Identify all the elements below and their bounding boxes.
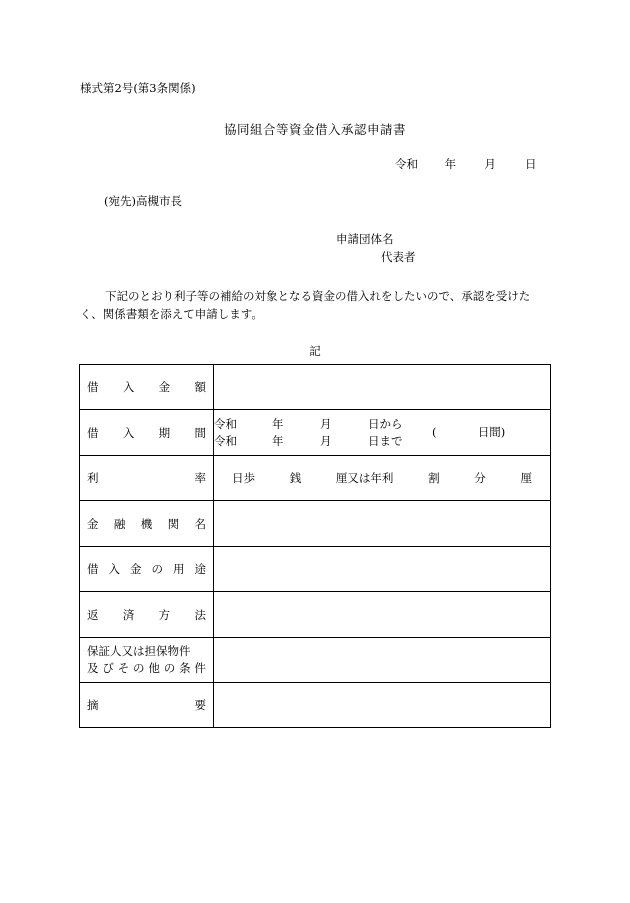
label-char: 条: [179, 661, 191, 675]
rate-part: 日歩: [232, 471, 255, 485]
period-days-text: 日間): [477, 425, 506, 439]
label-char: の: [151, 562, 163, 576]
period-to-month: 月: [320, 433, 332, 448]
label-char: の: [133, 661, 145, 675]
label-char: 融: [113, 516, 126, 531]
table-row-guarantee: [80, 638, 551, 683]
date-line: [395, 156, 536, 172]
summary-field[interactable]: [214, 683, 551, 728]
label-char: 利: [87, 471, 99, 485]
label-char: 率: [194, 471, 206, 485]
label-char: 借: [87, 380, 99, 394]
label-char: 返: [87, 607, 99, 622]
label-char: 用: [173, 562, 185, 576]
label-char: の: [163, 661, 176, 675]
label-char: 方: [158, 607, 171, 622]
representative-label: 代表者: [381, 250, 416, 264]
label-char: 他: [148, 661, 160, 675]
label-char: 借: [87, 562, 99, 576]
table-row-amount: [80, 365, 551, 410]
label-rate: [80, 456, 214, 501]
application-table: [79, 364, 551, 728]
label-char: そ: [117, 661, 130, 675]
document-title: 協同組合等資金借入承認申請書: [223, 122, 406, 137]
bank-field[interactable]: [214, 501, 551, 547]
table-row-period: [80, 410, 551, 456]
date-month: 月: [484, 157, 496, 171]
label-char: 摘: [87, 698, 99, 712]
table-row-use: [80, 547, 551, 592]
label-summary: [80, 683, 214, 728]
period-field[interactable]: [214, 410, 551, 456]
label-period: [80, 410, 214, 456]
table-row-bank: [80, 501, 551, 547]
label-use: [80, 547, 214, 592]
guarantee-field[interactable]: [214, 638, 551, 683]
period-to-year: 年: [272, 433, 284, 448]
label-char: 期: [158, 425, 171, 440]
date-day: 日: [524, 157, 537, 171]
label-char: 件: [194, 661, 206, 675]
label-char: 法: [194, 607, 206, 622]
label-bank: [80, 501, 214, 547]
label-char: 及: [87, 661, 99, 675]
rate-part: 分: [474, 471, 486, 485]
label-repay: [80, 592, 214, 638]
rate-part: 厘: [520, 471, 532, 485]
repay-field[interactable]: [214, 592, 551, 638]
label-char: 済: [122, 607, 135, 622]
period-from-month: 月: [320, 416, 332, 431]
period-from-year: 年: [272, 416, 284, 431]
applicant-label: 申請団体名: [336, 232, 394, 246]
label-char: 要: [194, 698, 206, 712]
label-amount: [80, 365, 214, 410]
label-char: 名: [194, 516, 206, 531]
label-char: 関: [167, 516, 180, 531]
rate-field[interactable]: [214, 456, 551, 501]
label-char: 機: [140, 516, 153, 531]
period-from-day: 日から: [368, 416, 403, 431]
label-char: 間: [194, 425, 206, 440]
rate-part: 銭: [289, 471, 302, 485]
body-text: 下記のとおり利子等の補給の対象となる資金の借入れをしたいので、承認を受けたく、関係書類を添えて申請します。: [80, 289, 531, 321]
rate-part: 割: [428, 471, 440, 485]
date-year: 年: [444, 157, 457, 171]
period-to-day: 日まで: [368, 433, 403, 448]
date-era: 令和: [395, 157, 418, 171]
use-field[interactable]: [214, 547, 551, 592]
form-code: 様式第2号(第3条関係): [80, 81, 196, 95]
amount-field[interactable]: [214, 365, 551, 410]
guarantee-label-line2: [87, 660, 206, 677]
period-to-era: 令和: [214, 433, 237, 448]
addressee: (宛先)高槻市長: [104, 194, 182, 208]
label-char: 入: [122, 380, 135, 394]
label-char: 金: [158, 380, 171, 394]
period-from-era: 令和: [214, 416, 237, 431]
label-char: 金: [87, 516, 99, 531]
table-row-rate: [80, 456, 551, 501]
label-guarantee: [80, 638, 214, 683]
ki-heading: 記: [309, 344, 321, 358]
label-char: 額: [194, 380, 206, 394]
label-char: 途: [194, 562, 206, 576]
table-row-summary: [80, 683, 551, 728]
rate-part: 厘又は年利: [335, 471, 394, 485]
label-char: 入: [108, 562, 120, 576]
label-char: 金: [130, 562, 142, 576]
label-char: び: [102, 661, 114, 675]
label-char: 入: [122, 425, 135, 440]
label-char: 借: [87, 425, 99, 440]
period-days: [432, 424, 505, 440]
guarantee-label-line1: 保証人又は担保物件: [87, 644, 191, 658]
period-days-open: (: [432, 425, 437, 439]
table-row-repay: [80, 592, 551, 638]
